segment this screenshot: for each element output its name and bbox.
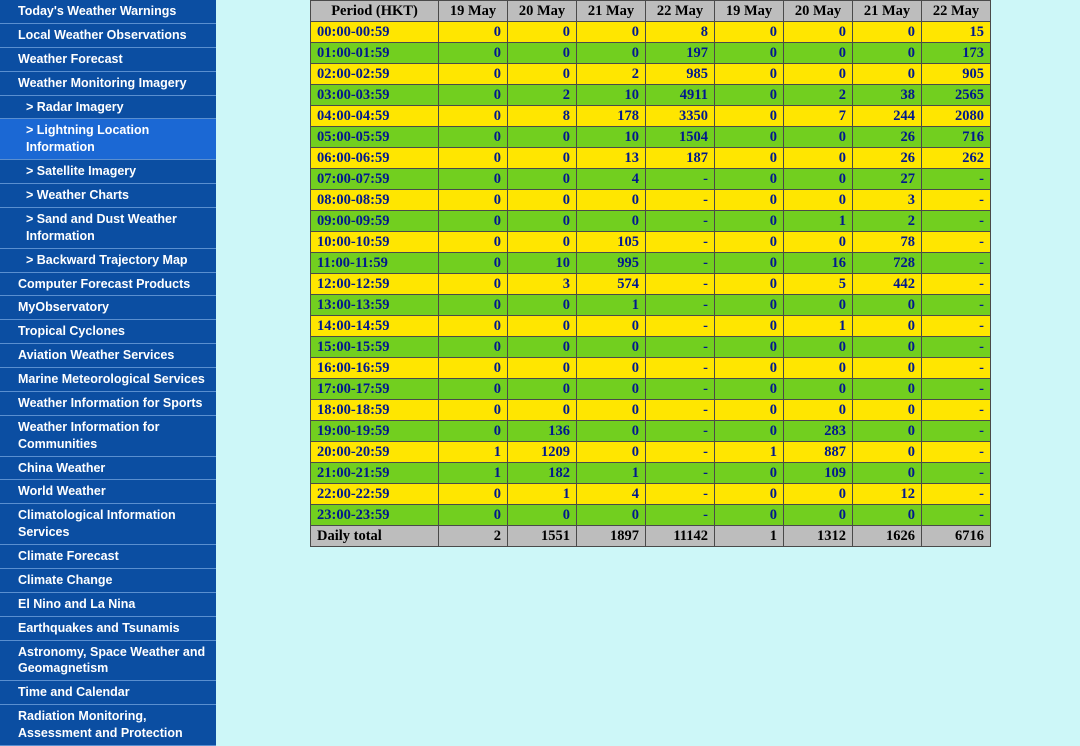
table-row — [311, 64, 991, 85]
cell-value: 10 — [508, 253, 577, 274]
sidebar-item-5[interactable]: > Lightning Location Information — [0, 119, 216, 160]
cell-value: 0 — [508, 232, 577, 253]
cell-value: 10 — [577, 127, 646, 148]
cell-value: - — [922, 358, 991, 379]
cell-value: 0 — [853, 295, 922, 316]
cell-value: 5 — [784, 274, 853, 295]
cell-total-label: Daily total — [311, 526, 439, 547]
cell-value: 13 — [577, 148, 646, 169]
table-row — [311, 295, 991, 316]
cell-value: 0 — [508, 148, 577, 169]
table-row — [311, 43, 991, 64]
cell-value: 182 — [508, 463, 577, 484]
cell-value: 0 — [439, 211, 508, 232]
sidebar-item-24[interactable]: Astronomy, Space Weather and Geomagnetism — [0, 641, 216, 682]
cell-value: 574 — [577, 274, 646, 295]
sidebar-item-8[interactable]: > Sand and Dust Weather Information — [0, 208, 216, 249]
cell-value: 0 — [715, 505, 784, 526]
cell-period: 06:00-06:59 — [311, 148, 439, 169]
column-header-6: 20 May — [784, 1, 853, 22]
cell-period: 08:00-08:59 — [311, 190, 439, 211]
cell-value: 0 — [577, 22, 646, 43]
sidebar-item-17[interactable]: China Weather — [0, 457, 216, 481]
cell-value: 0 — [577, 316, 646, 337]
cell-value: 0 — [439, 64, 508, 85]
cell-value: 0 — [577, 337, 646, 358]
table-row — [311, 22, 991, 43]
cell-value: 0 — [853, 316, 922, 337]
sidebar-item-22[interactable]: El Nino and La Nina — [0, 593, 216, 617]
cell-value: 0 — [715, 484, 784, 505]
cell-total-value: 1626 — [853, 526, 922, 547]
table-row — [311, 232, 991, 253]
cell-value: 0 — [784, 295, 853, 316]
cell-period: 04:00-04:59 — [311, 106, 439, 127]
cell-value: 0 — [784, 379, 853, 400]
cell-total-value: 1312 — [784, 526, 853, 547]
cell-value: 0 — [508, 316, 577, 337]
cell-value: 0 — [784, 358, 853, 379]
cell-value: 0 — [784, 169, 853, 190]
cell-value: 905 — [922, 64, 991, 85]
cell-period: 16:00-16:59 — [311, 358, 439, 379]
column-header-8: 22 May — [922, 1, 991, 22]
table-row — [311, 442, 991, 463]
cell-value: - — [646, 358, 715, 379]
cell-value: 283 — [784, 421, 853, 442]
cell-value: 78 — [853, 232, 922, 253]
cell-value: - — [922, 421, 991, 442]
cell-value: 38 — [853, 85, 922, 106]
sidebar-item-18[interactable]: World Weather — [0, 480, 216, 504]
cell-value: 0 — [439, 22, 508, 43]
cell-value: 0 — [784, 484, 853, 505]
cell-period: 00:00-00:59 — [311, 22, 439, 43]
cell-value: 0 — [853, 64, 922, 85]
cell-value: 3 — [853, 190, 922, 211]
cell-value: 1 — [784, 316, 853, 337]
cell-value: 0 — [508, 337, 577, 358]
cell-value: 442 — [853, 274, 922, 295]
cell-value: 0 — [577, 358, 646, 379]
cell-value: 0 — [784, 505, 853, 526]
cell-value: 0 — [853, 463, 922, 484]
cell-value: 0 — [784, 127, 853, 148]
cell-value: 2565 — [922, 85, 991, 106]
cell-value: - — [646, 253, 715, 274]
cell-value: 0 — [853, 337, 922, 358]
cell-value: - — [646, 400, 715, 421]
cell-period: 20:00-20:59 — [311, 442, 439, 463]
cell-value: 0 — [508, 379, 577, 400]
cell-value: 0 — [853, 421, 922, 442]
table-row — [311, 253, 991, 274]
lightning-count-table — [310, 0, 991, 547]
cell-period: 18:00-18:59 — [311, 400, 439, 421]
cell-value: 3 — [508, 274, 577, 295]
cell-value: 2 — [577, 64, 646, 85]
cell-value: 0 — [853, 400, 922, 421]
cell-value: - — [646, 421, 715, 442]
table-row — [311, 85, 991, 106]
cell-value: - — [646, 505, 715, 526]
sidebar-item-19[interactable]: Climatological Information Services — [0, 504, 216, 545]
column-header-1: 19 May — [439, 1, 508, 22]
cell-total-value: 2 — [439, 526, 508, 547]
cell-value: 985 — [646, 64, 715, 85]
cell-value: 109 — [784, 463, 853, 484]
cell-value: - — [922, 274, 991, 295]
sidebar-item-26[interactable]: Radiation Monitoring, Assessment and Protection — [0, 705, 216, 746]
cell-value: 4 — [577, 484, 646, 505]
cell-value: - — [922, 211, 991, 232]
sidebar-item-4[interactable]: > Radar Imagery — [0, 96, 216, 120]
cell-value: - — [922, 400, 991, 421]
cell-value: 4 — [577, 169, 646, 190]
cell-value: 0 — [508, 211, 577, 232]
cell-period: 07:00-07:59 — [311, 169, 439, 190]
cell-value: 187 — [646, 148, 715, 169]
cell-value: - — [646, 463, 715, 484]
sidebar-item-15[interactable]: Weather Information for Sports — [0, 392, 216, 416]
cell-value: - — [922, 190, 991, 211]
cell-value: - — [922, 463, 991, 484]
sidebar-item-14[interactable]: Marine Meteorological Services — [0, 368, 216, 392]
cell-value: 0 — [577, 379, 646, 400]
table-body — [311, 22, 991, 547]
cell-total-value: 1897 — [577, 526, 646, 547]
table-row — [311, 400, 991, 421]
cell-value: 0 — [715, 148, 784, 169]
cell-value: 7 — [784, 106, 853, 127]
cell-value: 244 — [853, 106, 922, 127]
cell-value: 0 — [853, 379, 922, 400]
cell-value: 0 — [439, 484, 508, 505]
table-row — [311, 337, 991, 358]
cell-value: - — [922, 484, 991, 505]
table-row-daily-total — [311, 526, 991, 547]
cell-value: 262 — [922, 148, 991, 169]
cell-value: 0 — [439, 253, 508, 274]
cell-value: 0 — [439, 316, 508, 337]
cell-period: 19:00-19:59 — [311, 421, 439, 442]
cell-value: 887 — [784, 442, 853, 463]
cell-value: 0 — [439, 337, 508, 358]
cell-value: 0 — [439, 85, 508, 106]
cell-total-value: 1 — [715, 526, 784, 547]
cell-value: - — [646, 232, 715, 253]
table-row — [311, 148, 991, 169]
table-row — [311, 484, 991, 505]
cell-value: 173 — [922, 43, 991, 64]
cell-value: 0 — [508, 127, 577, 148]
cell-value: 0 — [439, 358, 508, 379]
cell-value: 0 — [577, 43, 646, 64]
cell-value: 0 — [784, 232, 853, 253]
cell-period: 17:00-17:59 — [311, 379, 439, 400]
cell-value: - — [922, 442, 991, 463]
cell-value: 0 — [715, 22, 784, 43]
cell-value: 0 — [715, 274, 784, 295]
cell-value: 0 — [508, 190, 577, 211]
table-row — [311, 505, 991, 526]
table-row — [311, 274, 991, 295]
cell-value: - — [646, 169, 715, 190]
cell-value: 178 — [577, 106, 646, 127]
table-row — [311, 106, 991, 127]
table-header-row — [311, 1, 991, 22]
cell-value: 0 — [439, 106, 508, 127]
cell-value: 0 — [439, 148, 508, 169]
cell-value: 0 — [715, 421, 784, 442]
cell-period: 09:00-09:59 — [311, 211, 439, 232]
cell-value: 1 — [577, 463, 646, 484]
sidebar-item-1[interactable]: Local Weather Observations — [0, 24, 216, 48]
cell-value: 0 — [715, 232, 784, 253]
cell-value: 0 — [715, 85, 784, 106]
table-row — [311, 463, 991, 484]
cell-value: 4911 — [646, 85, 715, 106]
cell-value: 0 — [784, 148, 853, 169]
cell-value: 15 — [922, 22, 991, 43]
cell-value: 0 — [853, 358, 922, 379]
cell-total-value: 1551 — [508, 526, 577, 547]
cell-value: 0 — [508, 295, 577, 316]
cell-value: 0 — [439, 169, 508, 190]
cell-value: 0 — [784, 43, 853, 64]
sidebar-item-21[interactable]: Climate Change — [0, 569, 216, 593]
sidebar-item-2[interactable]: Weather Forecast — [0, 48, 216, 72]
sidebar-item-10[interactable]: Computer Forecast Products — [0, 273, 216, 297]
cell-value: 0 — [439, 400, 508, 421]
cell-value: 0 — [508, 43, 577, 64]
cell-value: 12 — [853, 484, 922, 505]
table-row — [311, 211, 991, 232]
cell-value: 0 — [439, 232, 508, 253]
cell-value: - — [922, 505, 991, 526]
cell-value: 0 — [715, 190, 784, 211]
table-row — [311, 358, 991, 379]
cell-value: 0 — [715, 253, 784, 274]
cell-value: 0 — [784, 22, 853, 43]
cell-value: - — [646, 316, 715, 337]
cell-value: 136 — [508, 421, 577, 442]
cell-value: - — [922, 316, 991, 337]
cell-value: 716 — [922, 127, 991, 148]
cell-value: 26 — [853, 148, 922, 169]
cell-period: 03:00-03:59 — [311, 85, 439, 106]
table-row — [311, 169, 991, 190]
cell-value: 0 — [439, 295, 508, 316]
cell-value: 0 — [508, 358, 577, 379]
cell-period: 10:00-10:59 — [311, 232, 439, 253]
cell-value: 1 — [508, 484, 577, 505]
cell-value: 0 — [577, 400, 646, 421]
cell-value: 0 — [715, 400, 784, 421]
cell-value: 26 — [853, 127, 922, 148]
cell-value: 0 — [853, 505, 922, 526]
cell-value: 0 — [577, 421, 646, 442]
table-row — [311, 379, 991, 400]
cell-value: 0 — [715, 358, 784, 379]
cell-value: - — [922, 253, 991, 274]
cell-value: - — [646, 190, 715, 211]
cell-value: 0 — [439, 127, 508, 148]
cell-period: 15:00-15:59 — [311, 337, 439, 358]
cell-value: 3350 — [646, 106, 715, 127]
cell-total-value: 11142 — [646, 526, 715, 547]
sidebar-item-16[interactable]: Weather Information for Communities — [0, 416, 216, 457]
cell-period: 21:00-21:59 — [311, 463, 439, 484]
column-header-4: 22 May — [646, 1, 715, 22]
cell-value: 0 — [577, 211, 646, 232]
cell-value: 0 — [853, 43, 922, 64]
cell-period: 22:00-22:59 — [311, 484, 439, 505]
cell-value: 2 — [853, 211, 922, 232]
cell-value: - — [646, 274, 715, 295]
sidebar-item-23[interactable]: Earthquakes and Tsunamis — [0, 617, 216, 641]
cell-value: 0 — [853, 442, 922, 463]
cell-value: 0 — [715, 316, 784, 337]
cell-value: 0 — [715, 43, 784, 64]
cell-value: - — [646, 295, 715, 316]
sidebar-item-7[interactable]: > Weather Charts — [0, 184, 216, 208]
cell-value: 105 — [577, 232, 646, 253]
cell-value: - — [646, 337, 715, 358]
cell-value: 0 — [715, 463, 784, 484]
cell-value: 1 — [439, 442, 508, 463]
cell-value: 0 — [508, 400, 577, 421]
cell-period: 14:00-14:59 — [311, 316, 439, 337]
cell-period: 02:00-02:59 — [311, 64, 439, 85]
cell-value: 0 — [784, 400, 853, 421]
cell-value: 0 — [439, 190, 508, 211]
table-row — [311, 190, 991, 211]
cell-value: 1 — [577, 295, 646, 316]
cell-period: 23:00-23:59 — [311, 505, 439, 526]
cell-value: - — [646, 442, 715, 463]
column-header-5: 19 May — [715, 1, 784, 22]
sidebar-item-9[interactable]: > Backward Trajectory Map — [0, 249, 216, 273]
cell-value: 8 — [508, 106, 577, 127]
cell-value: 0 — [439, 505, 508, 526]
cell-value: 0 — [577, 505, 646, 526]
sidebar-item-6[interactable]: > Satellite Imagery — [0, 160, 216, 184]
cell-value: 1 — [715, 442, 784, 463]
cell-value: 1504 — [646, 127, 715, 148]
sidebar-item-0[interactable]: Today's Weather Warnings — [0, 0, 216, 24]
cell-value: - — [922, 337, 991, 358]
cell-period: 01:00-01:59 — [311, 43, 439, 64]
cell-period: 05:00-05:59 — [311, 127, 439, 148]
cell-value: 0 — [439, 274, 508, 295]
cell-value: 0 — [577, 442, 646, 463]
cell-value: 0 — [439, 421, 508, 442]
cell-value: - — [922, 232, 991, 253]
cell-value: - — [922, 379, 991, 400]
cell-value: 2 — [508, 85, 577, 106]
cell-value: - — [922, 295, 991, 316]
cell-value: - — [646, 379, 715, 400]
sidebar-item-3[interactable]: Weather Monitoring Imagery — [0, 72, 216, 96]
column-header-period: Period (HKT) — [311, 1, 439, 22]
cell-value: 0 — [577, 190, 646, 211]
cell-value: 0 — [715, 106, 784, 127]
cell-value: 0 — [715, 337, 784, 358]
cell-value: - — [922, 169, 991, 190]
cell-value: 0 — [853, 22, 922, 43]
cell-value: 0 — [508, 64, 577, 85]
column-header-2: 20 May — [508, 1, 577, 22]
cell-value: - — [646, 484, 715, 505]
table-row — [311, 421, 991, 442]
cell-value: 2 — [784, 85, 853, 106]
cell-value: 0 — [715, 295, 784, 316]
cell-value: 0 — [715, 211, 784, 232]
sidebar-item-11[interactable]: MyObservatory — [0, 296, 216, 320]
cell-value: 0 — [439, 43, 508, 64]
cell-value: 0 — [508, 169, 577, 190]
cell-value: 1 — [784, 211, 853, 232]
cell-value: 0 — [784, 337, 853, 358]
cell-period: 13:00-13:59 — [311, 295, 439, 316]
cell-value: 0 — [715, 127, 784, 148]
column-header-7: 21 May — [853, 1, 922, 22]
cell-value: 995 — [577, 253, 646, 274]
table-row — [311, 316, 991, 337]
sidebar — [0, 0, 216, 740]
cell-value: 0 — [508, 22, 577, 43]
cell-value: 0 — [508, 505, 577, 526]
sidebar-item-25[interactable]: Time and Calendar — [0, 681, 216, 705]
table-row — [311, 127, 991, 148]
cell-value: - — [646, 211, 715, 232]
cell-value: 0 — [715, 169, 784, 190]
cell-period: 11:00-11:59 — [311, 253, 439, 274]
cell-value: 8 — [646, 22, 715, 43]
sidebar-item-13[interactable]: Aviation Weather Services — [0, 344, 216, 368]
cell-value: 0 — [784, 190, 853, 211]
cell-total-value: 6716 — [922, 526, 991, 547]
cell-period: 12:00-12:59 — [311, 274, 439, 295]
cell-value: 0 — [715, 64, 784, 85]
cell-value: 197 — [646, 43, 715, 64]
cell-value: 0 — [439, 379, 508, 400]
sidebar-item-20[interactable]: Climate Forecast — [0, 545, 216, 569]
cell-value: 10 — [577, 85, 646, 106]
cell-value: 2080 — [922, 106, 991, 127]
cell-value: 1 — [439, 463, 508, 484]
table-header — [311, 1, 991, 22]
cell-value: 16 — [784, 253, 853, 274]
cell-value: 0 — [784, 64, 853, 85]
column-header-3: 21 May — [577, 1, 646, 22]
cell-value: 728 — [853, 253, 922, 274]
cell-value: 1209 — [508, 442, 577, 463]
cell-value: 27 — [853, 169, 922, 190]
lightning-count-table-container — [310, 0, 992, 547]
sidebar-item-12[interactable]: Tropical Cyclones — [0, 320, 216, 344]
cell-value: 0 — [715, 379, 784, 400]
